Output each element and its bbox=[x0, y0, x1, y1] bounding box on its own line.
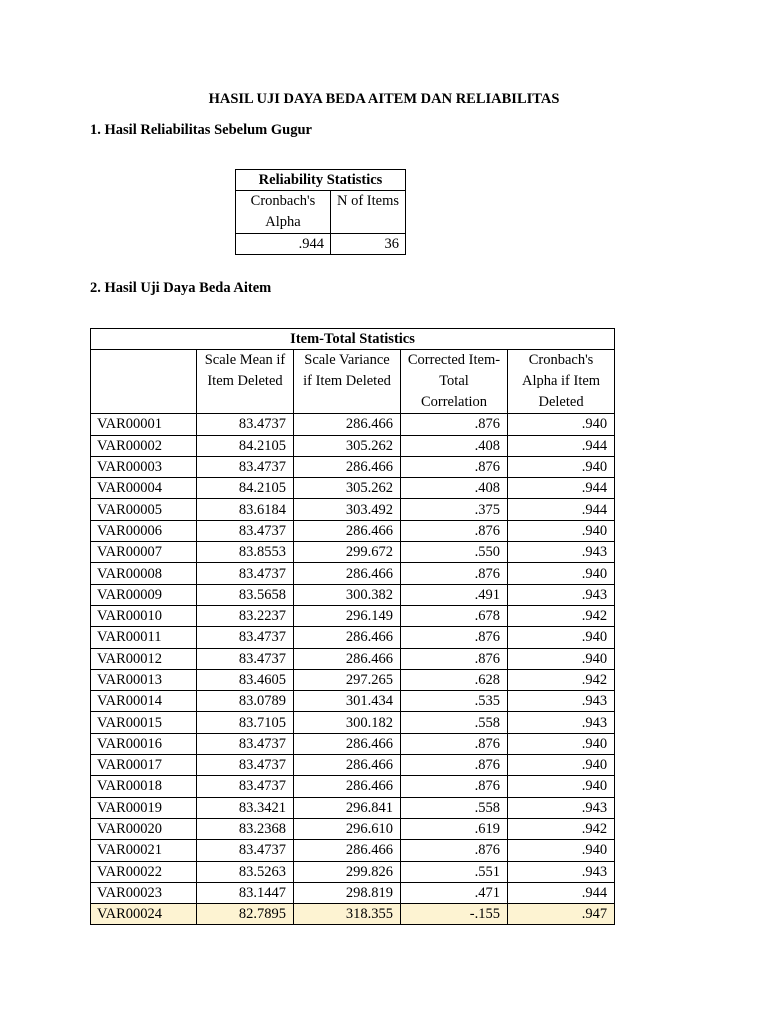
scale-mean-cell: 83.6184 bbox=[197, 499, 294, 520]
scale-mean-cell: 83.4737 bbox=[197, 563, 294, 584]
scale-mean-cell: 83.4737 bbox=[197, 776, 294, 797]
alpha-if-deleted-cell: .947 bbox=[508, 904, 615, 925]
alpha-if-deleted-cell: .942 bbox=[508, 605, 615, 626]
corrected-correlation-cell: .550 bbox=[401, 542, 508, 563]
scale-variance-cell: 286.466 bbox=[294, 648, 401, 669]
scale-variance-cell: 305.262 bbox=[294, 478, 401, 499]
corrected-correlation-cell: .408 bbox=[401, 478, 508, 499]
scale-variance-cell: 300.182 bbox=[294, 712, 401, 733]
item-name-cell: VAR00004 bbox=[91, 478, 197, 499]
reliability-table-caption: Reliability Statistics bbox=[236, 170, 406, 191]
scale-mean-cell: 83.5658 bbox=[197, 584, 294, 605]
corrected-correlation-cell: .876 bbox=[401, 563, 508, 584]
alpha-if-deleted-cell: .944 bbox=[508, 435, 615, 456]
scale-variance-cell: 286.466 bbox=[294, 563, 401, 584]
corrected-correlation-cell: .876 bbox=[401, 776, 508, 797]
item-name-cell: VAR00013 bbox=[91, 669, 197, 690]
header-alpha-if-deleted: Cronbach's Alpha if Item Deleted bbox=[508, 350, 615, 414]
scale-variance-cell: 286.466 bbox=[294, 414, 401, 435]
corrected-correlation-cell: .876 bbox=[401, 520, 508, 541]
corrected-correlation-cell: .876 bbox=[401, 456, 508, 477]
item-name-cell: VAR00016 bbox=[91, 733, 197, 754]
alpha-if-deleted-cell: .943 bbox=[508, 691, 615, 712]
scale-variance-cell: 286.466 bbox=[294, 755, 401, 776]
scale-mean-cell: 84.2105 bbox=[197, 435, 294, 456]
item-name-cell: VAR00022 bbox=[91, 861, 197, 882]
table-row bbox=[91, 478, 615, 499]
item-name-cell: VAR00019 bbox=[91, 797, 197, 818]
item-name-cell: VAR00018 bbox=[91, 776, 197, 797]
alpha-if-deleted-cell: .940 bbox=[508, 414, 615, 435]
alpha-if-deleted-cell: .942 bbox=[508, 669, 615, 690]
table-row bbox=[91, 861, 615, 882]
scale-mean-cell: 83.4737 bbox=[197, 733, 294, 754]
header-cronbachs-alpha: Cronbach's Alpha bbox=[236, 191, 331, 234]
scale-variance-cell: 286.466 bbox=[294, 520, 401, 541]
scale-mean-cell: 83.7105 bbox=[197, 712, 294, 733]
header-scale-mean: Scale Mean if Item Deleted bbox=[197, 350, 294, 414]
table-row bbox=[91, 627, 615, 648]
corrected-correlation-cell: .619 bbox=[401, 818, 508, 839]
scale-variance-cell: 298.819 bbox=[294, 882, 401, 903]
alpha-if-deleted-cell: .943 bbox=[508, 712, 615, 733]
corrected-correlation-cell: .471 bbox=[401, 882, 508, 903]
scale-variance-cell: 303.492 bbox=[294, 499, 401, 520]
item-name-cell: VAR00005 bbox=[91, 499, 197, 520]
scale-mean-cell: 83.4737 bbox=[197, 627, 294, 648]
table-row bbox=[91, 840, 615, 861]
item-total-body bbox=[91, 414, 615, 925]
scale-mean-cell: 83.4737 bbox=[197, 456, 294, 477]
item-name-cell: VAR00020 bbox=[91, 818, 197, 839]
header-item-name bbox=[91, 350, 197, 414]
table-row bbox=[91, 712, 615, 733]
corrected-correlation-cell: .876 bbox=[401, 733, 508, 754]
page-title: HASIL UJI DAYA BEDA AITEM DAN RELIABILITAS bbox=[208, 91, 560, 107]
alpha-if-deleted-cell: .943 bbox=[508, 861, 615, 882]
scale-mean-cell: 83.4737 bbox=[197, 755, 294, 776]
corrected-correlation-cell: .876 bbox=[401, 648, 508, 669]
item-name-cell: VAR00009 bbox=[91, 584, 197, 605]
n-of-items-value: 36 bbox=[331, 234, 406, 255]
table-row bbox=[91, 818, 615, 839]
corrected-correlation-cell: .876 bbox=[401, 840, 508, 861]
item-total-table-caption: Item-Total Statistics bbox=[91, 329, 615, 350]
item-name-cell: VAR00017 bbox=[91, 755, 197, 776]
cronbachs-alpha-value: .944 bbox=[236, 234, 331, 255]
table-row bbox=[91, 542, 615, 563]
corrected-correlation-cell: .876 bbox=[401, 755, 508, 776]
scale-variance-cell: 296.610 bbox=[294, 818, 401, 839]
scale-mean-cell: 83.3421 bbox=[197, 797, 294, 818]
item-name-cell: VAR00024 bbox=[91, 904, 197, 925]
scale-mean-cell: 83.2237 bbox=[197, 605, 294, 626]
corrected-correlation-cell: .491 bbox=[401, 584, 508, 605]
scale-mean-cell: 83.4737 bbox=[197, 648, 294, 669]
alpha-if-deleted-cell: .942 bbox=[508, 818, 615, 839]
table-row bbox=[91, 733, 615, 754]
corrected-correlation-cell: .678 bbox=[401, 605, 508, 626]
item-name-cell: VAR00014 bbox=[91, 691, 197, 712]
item-name-cell: VAR00008 bbox=[91, 563, 197, 584]
alpha-if-deleted-cell: .940 bbox=[508, 627, 615, 648]
item-name-cell: VAR00015 bbox=[91, 712, 197, 733]
alpha-if-deleted-cell: .940 bbox=[508, 648, 615, 669]
scale-variance-cell: 296.841 bbox=[294, 797, 401, 818]
scale-mean-cell: 83.4737 bbox=[197, 840, 294, 861]
item-name-cell: VAR00011 bbox=[91, 627, 197, 648]
scale-mean-cell: 83.8553 bbox=[197, 542, 294, 563]
alpha-if-deleted-cell: .940 bbox=[508, 456, 615, 477]
section-heading-item-discrimination: 2. Hasil Uji Daya Beda Aitem bbox=[90, 280, 272, 296]
table-row bbox=[91, 584, 615, 605]
table-row bbox=[91, 605, 615, 626]
alpha-if-deleted-cell: .943 bbox=[508, 584, 615, 605]
corrected-correlation-cell: .408 bbox=[401, 435, 508, 456]
table-row bbox=[91, 456, 615, 477]
table-row bbox=[91, 414, 615, 435]
table-row bbox=[91, 882, 615, 903]
table-row bbox=[91, 691, 615, 712]
scale-mean-cell: 83.4737 bbox=[197, 520, 294, 541]
scale-variance-cell: 296.149 bbox=[294, 605, 401, 626]
alpha-if-deleted-cell: .940 bbox=[508, 520, 615, 541]
item-name-cell: VAR00003 bbox=[91, 456, 197, 477]
scale-variance-cell: 299.672 bbox=[294, 542, 401, 563]
table-row bbox=[91, 648, 615, 669]
alpha-if-deleted-cell: .944 bbox=[508, 499, 615, 520]
corrected-correlation-cell: .876 bbox=[401, 627, 508, 648]
section-heading-reliability: 1. Hasil Reliabilitas Sebelum Gugur bbox=[90, 122, 312, 138]
corrected-correlation-cell: .876 bbox=[401, 414, 508, 435]
corrected-correlation-cell: .628 bbox=[401, 669, 508, 690]
table-row bbox=[91, 563, 615, 584]
corrected-correlation-cell: .375 bbox=[401, 499, 508, 520]
scale-variance-cell: 299.826 bbox=[294, 861, 401, 882]
table-row bbox=[91, 499, 615, 520]
scale-mean-cell: 83.1447 bbox=[197, 882, 294, 903]
scale-mean-cell: 83.0789 bbox=[197, 691, 294, 712]
alpha-if-deleted-cell: .940 bbox=[508, 776, 615, 797]
scale-variance-cell: 301.434 bbox=[294, 691, 401, 712]
scale-mean-cell: 83.2368 bbox=[197, 818, 294, 839]
scale-variance-cell: 286.466 bbox=[294, 627, 401, 648]
scale-mean-cell: 82.7895 bbox=[197, 904, 294, 925]
table-row bbox=[91, 776, 615, 797]
table-row bbox=[91, 904, 615, 925]
alpha-if-deleted-cell: .943 bbox=[508, 542, 615, 563]
item-total-statistics-table bbox=[90, 328, 615, 925]
scale-variance-cell: 286.466 bbox=[294, 456, 401, 477]
scale-variance-cell: 286.466 bbox=[294, 776, 401, 797]
alpha-if-deleted-cell: .943 bbox=[508, 797, 615, 818]
item-name-cell: VAR00006 bbox=[91, 520, 197, 541]
alpha-if-deleted-cell: .944 bbox=[508, 478, 615, 499]
corrected-correlation-cell: .558 bbox=[401, 712, 508, 733]
scale-mean-cell: 83.5263 bbox=[197, 861, 294, 882]
table-row bbox=[91, 797, 615, 818]
table-row bbox=[91, 755, 615, 776]
reliability-statistics-table bbox=[235, 169, 406, 255]
alpha-if-deleted-cell: .940 bbox=[508, 563, 615, 584]
scale-mean-cell: 83.4737 bbox=[197, 414, 294, 435]
alpha-if-deleted-cell: .940 bbox=[508, 755, 615, 776]
alpha-if-deleted-cell: .940 bbox=[508, 840, 615, 861]
header-corrected-correlation: Corrected Item-Total Correlation bbox=[401, 350, 508, 414]
scale-variance-cell: 318.355 bbox=[294, 904, 401, 925]
header-n-of-items: N of Items bbox=[331, 191, 406, 234]
corrected-correlation-cell: .551 bbox=[401, 861, 508, 882]
scale-variance-cell: 305.262 bbox=[294, 435, 401, 456]
corrected-correlation-cell: .535 bbox=[401, 691, 508, 712]
item-name-cell: VAR00010 bbox=[91, 605, 197, 626]
table-row bbox=[91, 669, 615, 690]
scale-mean-cell: 83.4605 bbox=[197, 669, 294, 690]
item-name-cell: VAR00012 bbox=[91, 648, 197, 669]
item-name-cell: VAR00023 bbox=[91, 882, 197, 903]
corrected-correlation-cell: -.155 bbox=[401, 904, 508, 925]
item-total-header-row bbox=[91, 350, 615, 414]
corrected-correlation-cell: .558 bbox=[401, 797, 508, 818]
scale-variance-cell: 286.466 bbox=[294, 733, 401, 754]
table-row bbox=[91, 435, 615, 456]
alpha-if-deleted-cell: .944 bbox=[508, 882, 615, 903]
scale-mean-cell: 84.2105 bbox=[197, 478, 294, 499]
scale-variance-cell: 297.265 bbox=[294, 669, 401, 690]
header-scale-variance: Scale Variance if Item Deleted bbox=[294, 350, 401, 414]
item-name-cell: VAR00007 bbox=[91, 542, 197, 563]
item-name-cell: VAR00002 bbox=[91, 435, 197, 456]
scale-variance-cell: 300.382 bbox=[294, 584, 401, 605]
table-row bbox=[91, 520, 615, 541]
scale-variance-cell: 286.466 bbox=[294, 840, 401, 861]
item-name-cell: VAR00021 bbox=[91, 840, 197, 861]
alpha-if-deleted-cell: .940 bbox=[508, 733, 615, 754]
item-name-cell: VAR00001 bbox=[91, 414, 197, 435]
